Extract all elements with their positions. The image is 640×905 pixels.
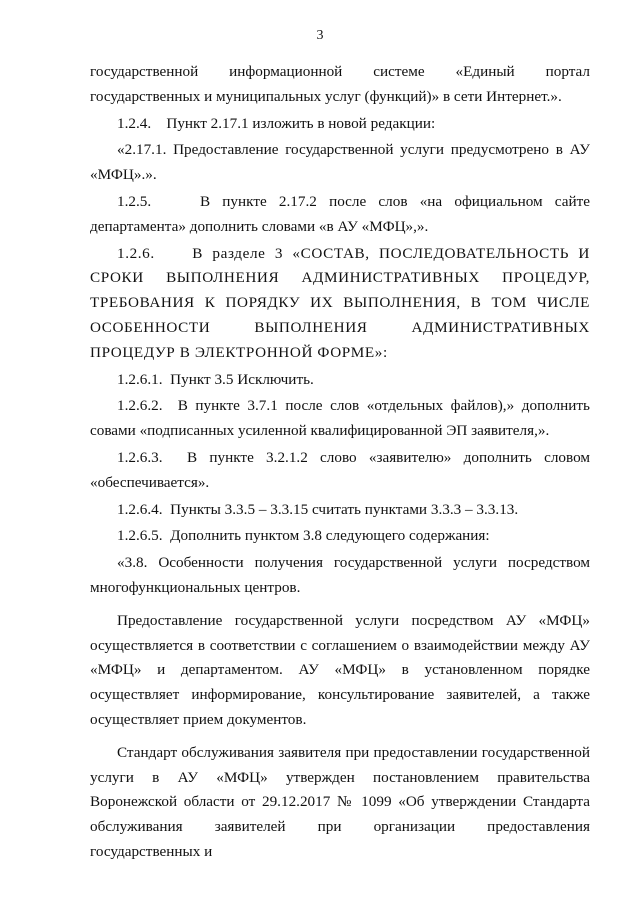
paragraph-mfc-service: Предоставление государственной услуги посредством АУ «МФЦ» осуществляется в соответствии с соглашением о взаимодействии между АУ «МФЦ» и департаментом. АУ «МФЦ» в установленном порядке осуществляет информирование, консультирование заявителей, а также осуществляет прием документов. xyxy=(90,611,590,728)
paragraph-1-2-6-2: 1.2.6.2. В пункте 3.7.1 после слов «отдельных файлов),» дополнить совами «подписанных усиленной квалифицированной ЭП заявителя,». xyxy=(90,397,590,440)
paragraph-1-2-6-4: 1.2.6.4. Пункты 3.3.5 – 3.3.15 считать пунктами 3.3.3 – 3.3.13. xyxy=(117,500,519,518)
page-number: 3 xyxy=(316,28,324,43)
paragraph-1-2-6-1: 1.2.6.1. Пункт 3.5 Исключить. xyxy=(117,370,314,388)
document-body xyxy=(90,60,590,867)
paragraph-service-standard: Стандарт обслуживания заявителя при предоставлении государственной услуги в АУ «МФЦ» утвержден постановлением правительства Воронежской области от 29.12.2017 № 1099 «Об утверждении Стандарта обслуживания заявителей при организации предоставления государственных и xyxy=(90,743,590,860)
paragraph-1-2-6-5: 1.2.6.5. Дополнить пунктом 3.8 следующего содержания: xyxy=(117,527,490,545)
paragraph-1-2-6: 1.2.6. В разделе 3 «СОСТАВ, ПОСЛЕДОВАТЕЛЬНОСТЬ И СРОКИ ВЫПОЛНЕНИЯ АДМИНИСТРАТИВНЫХ ПРОЦЕДУР, ТРЕБОВАНИЯ К ПОРЯДКУ ИХ ВЫПОЛНЕНИЯ, В ТОМ ЧИСЛЕ ОСОБЕННОСТИ ВЫПОЛНЕНИЯ АДМИНИСТРАТИВНЫХ ПРОЦЕДУР В ЭЛЕКТРОННОЙ ФОРМЕ»: xyxy=(90,244,590,361)
paragraph-portal-continuation: государственной информационной системе «Единый портал государственных и муниципальных услуг (функций)» в сети Интернет.». xyxy=(90,63,590,105)
paragraph-2-17-1: «2.17.1. Предоставление государственной услуги предусмотрено в АУ «МФЦ».». xyxy=(90,141,590,184)
paragraph-1-2-4: 1.2.4. Пункт 2.17.1 изложить в новой редакции: xyxy=(117,114,436,132)
paragraph-1-2-5: 1.2.5. В пункте 2.17.2 после слов «на официальном сайте департамента» дополнить словами «в АУ «МФЦ»,». xyxy=(90,192,590,235)
paragraph-3-8: «3.8. Особенности получения государственной услуги посредством многофункциональных центров. xyxy=(90,554,590,596)
paragraph-1-2-6-3: 1.2.6.3. В пункте 3.2.1.2 слово «заявителю» дополнить словом «обеспечивается». xyxy=(90,448,590,491)
